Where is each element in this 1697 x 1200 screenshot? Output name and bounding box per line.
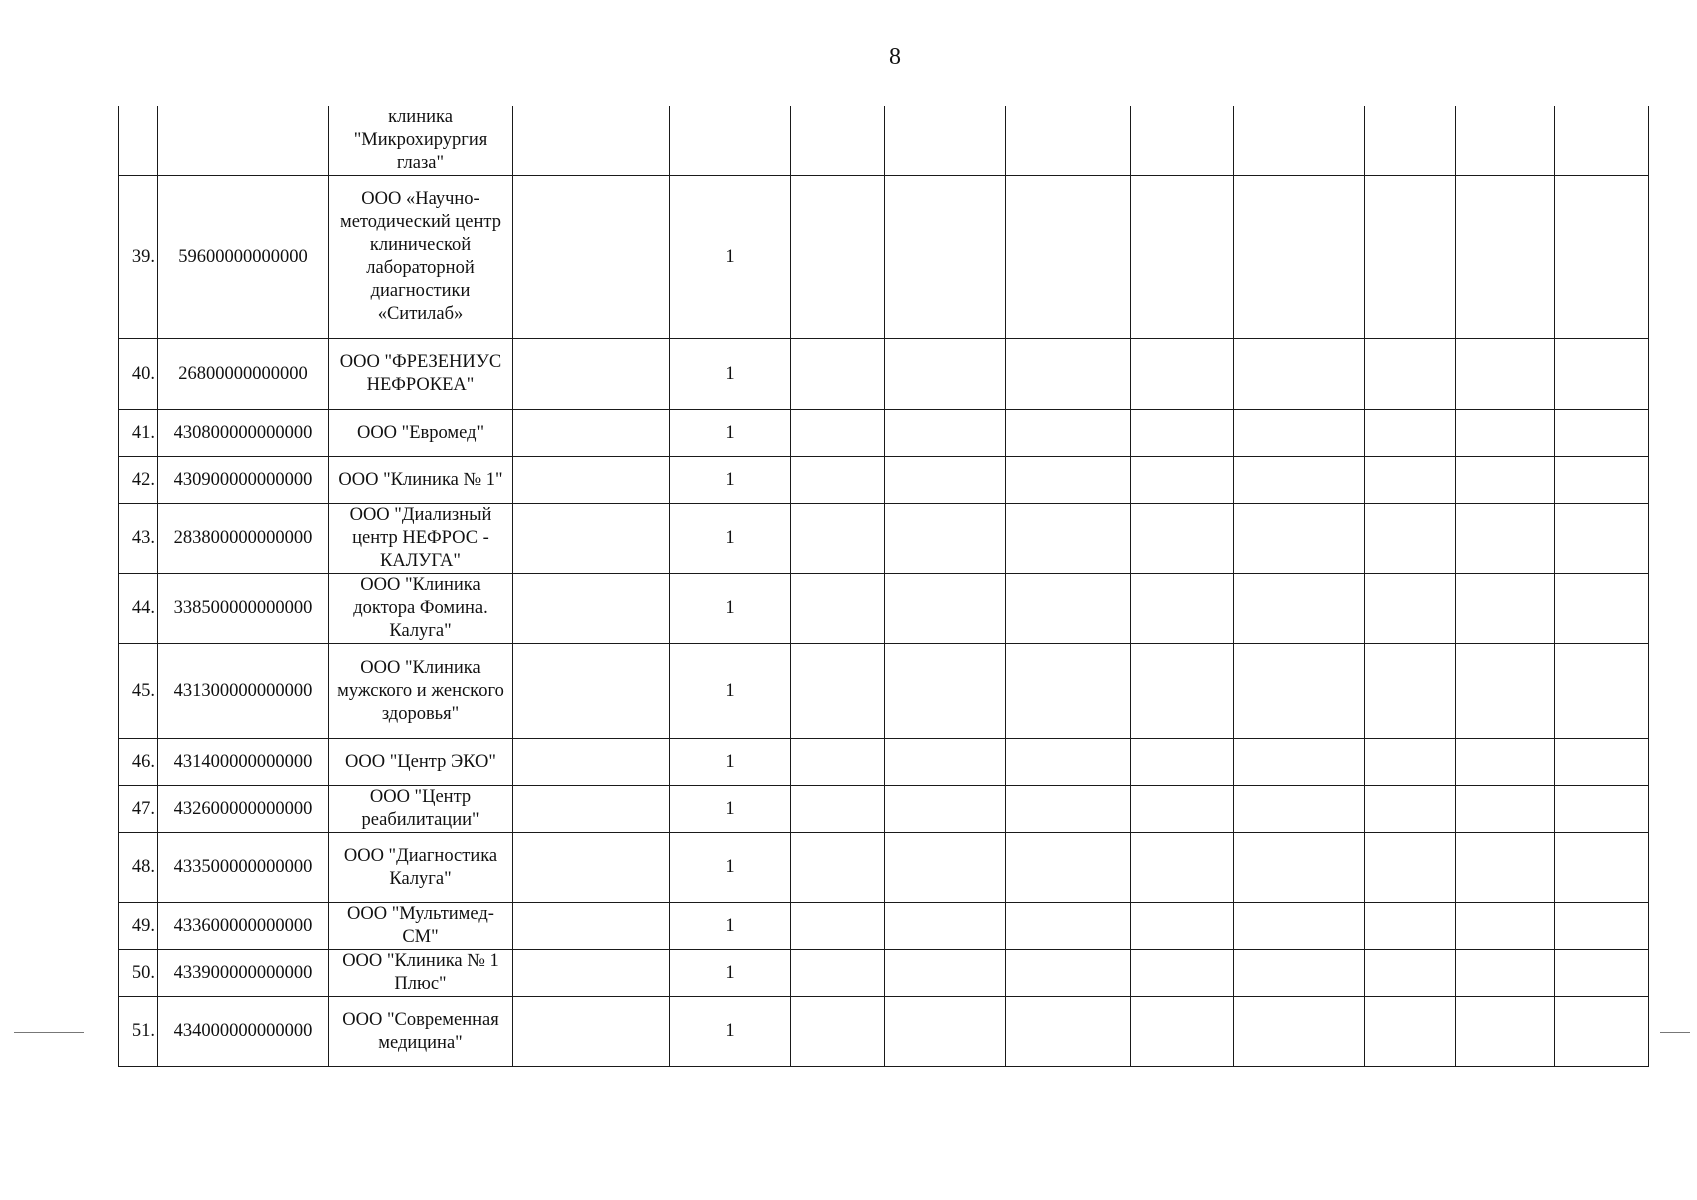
empty-cell bbox=[1234, 574, 1365, 644]
organization-name-cell: ООО "Диагностика Калуга" bbox=[329, 833, 513, 903]
value-cell: 1 bbox=[670, 410, 791, 457]
code-cell bbox=[158, 106, 329, 176]
empty-cell bbox=[1555, 106, 1649, 176]
empty-cell bbox=[1456, 176, 1555, 339]
empty-cell bbox=[1456, 339, 1555, 410]
empty-cell bbox=[1555, 410, 1649, 457]
organization-name-cell: ООО "Клиника доктора Фомина. Калуга" bbox=[329, 574, 513, 644]
row-number-cell bbox=[119, 106, 158, 176]
empty-cell bbox=[1006, 176, 1131, 339]
empty-cell bbox=[1555, 457, 1649, 504]
empty-cell bbox=[1555, 950, 1649, 997]
organization-name-cell: ООО «Научно-методический центр клинической лабораторной диагностики «Ситилаб» bbox=[329, 176, 513, 339]
empty-cell bbox=[885, 903, 1006, 950]
organization-name-cell: клиника "Микрохирургия глаза" bbox=[329, 106, 513, 176]
organization-name-cell: ООО "Центр ЭКО" bbox=[329, 739, 513, 786]
empty-cell bbox=[791, 504, 885, 574]
empty-cell bbox=[1555, 903, 1649, 950]
organizations-table bbox=[118, 106, 1649, 1067]
code-cell: 59600000000000 bbox=[158, 176, 329, 339]
empty-cell bbox=[1006, 833, 1131, 903]
table-row-continuation bbox=[119, 106, 1649, 176]
empty-cell bbox=[885, 457, 1006, 504]
empty-cell bbox=[513, 950, 670, 997]
empty-cell bbox=[885, 739, 1006, 786]
empty-cell bbox=[885, 574, 1006, 644]
empty-cell bbox=[791, 786, 885, 833]
empty-cell bbox=[1006, 457, 1131, 504]
row-number-cell: 48. bbox=[119, 833, 158, 903]
row-number-cell: 44. bbox=[119, 574, 158, 644]
page-number: 8 bbox=[889, 44, 901, 70]
empty-cell bbox=[1555, 504, 1649, 574]
empty-cell bbox=[1234, 106, 1365, 176]
table-row bbox=[119, 786, 1649, 833]
empty-cell bbox=[1131, 644, 1234, 739]
code-cell: 430800000000000 bbox=[158, 410, 329, 457]
code-cell: 431300000000000 bbox=[158, 644, 329, 739]
value-cell: 1 bbox=[670, 176, 791, 339]
empty-cell bbox=[1365, 176, 1456, 339]
empty-cell bbox=[1365, 950, 1456, 997]
empty-cell bbox=[1234, 644, 1365, 739]
empty-cell bbox=[791, 644, 885, 739]
empty-cell bbox=[1131, 176, 1234, 339]
empty-cell bbox=[1456, 457, 1555, 504]
empty-cell bbox=[1456, 833, 1555, 903]
empty-cell bbox=[1555, 997, 1649, 1067]
scan-artifact bbox=[1660, 1032, 1690, 1033]
empty-cell bbox=[1131, 574, 1234, 644]
empty-cell bbox=[791, 739, 885, 786]
empty-cell bbox=[1234, 504, 1365, 574]
empty-cell bbox=[1131, 950, 1234, 997]
organization-name-cell: ООО "Мультимед-СМ" bbox=[329, 903, 513, 950]
table-row bbox=[119, 950, 1649, 997]
table-row bbox=[119, 644, 1649, 739]
value-cell: 1 bbox=[670, 997, 791, 1067]
value-cell: 1 bbox=[670, 574, 791, 644]
table-row bbox=[119, 903, 1649, 950]
row-number-cell: 42. bbox=[119, 457, 158, 504]
code-cell: 433900000000000 bbox=[158, 950, 329, 997]
row-number-cell: 47. bbox=[119, 786, 158, 833]
empty-cell bbox=[1006, 574, 1131, 644]
empty-cell bbox=[1555, 786, 1649, 833]
empty-cell bbox=[791, 950, 885, 997]
empty-cell bbox=[1365, 339, 1456, 410]
empty-cell bbox=[1456, 106, 1555, 176]
empty-cell bbox=[1234, 457, 1365, 504]
empty-cell bbox=[1365, 833, 1456, 903]
empty-cell bbox=[1006, 997, 1131, 1067]
empty-cell bbox=[513, 410, 670, 457]
empty-cell bbox=[1234, 410, 1365, 457]
code-cell: 434000000000000 bbox=[158, 997, 329, 1067]
empty-cell bbox=[513, 786, 670, 833]
empty-cell bbox=[1006, 739, 1131, 786]
empty-cell bbox=[1234, 786, 1365, 833]
empty-cell bbox=[885, 786, 1006, 833]
organization-name-cell: ООО "Диализный центр НЕФРОС - КАЛУГА" bbox=[329, 504, 513, 574]
empty-cell bbox=[885, 833, 1006, 903]
empty-cell bbox=[513, 997, 670, 1067]
empty-cell bbox=[791, 339, 885, 410]
empty-cell bbox=[1131, 833, 1234, 903]
empty-cell bbox=[1131, 504, 1234, 574]
empty-cell bbox=[1365, 504, 1456, 574]
empty-cell bbox=[1365, 644, 1456, 739]
empty-cell bbox=[791, 903, 885, 950]
row-number-cell: 49. bbox=[119, 903, 158, 950]
row-number-cell: 46. bbox=[119, 739, 158, 786]
empty-cell bbox=[513, 903, 670, 950]
code-cell: 283800000000000 bbox=[158, 504, 329, 574]
empty-cell bbox=[1131, 739, 1234, 786]
empty-cell bbox=[1131, 786, 1234, 833]
value-cell: 1 bbox=[670, 504, 791, 574]
row-number-cell: 45. bbox=[119, 644, 158, 739]
value-cell: 1 bbox=[670, 833, 791, 903]
table-row bbox=[119, 739, 1649, 786]
empty-cell bbox=[885, 339, 1006, 410]
organization-name-cell: ООО "Клиника № 1 Плюс" bbox=[329, 950, 513, 997]
empty-cell bbox=[791, 176, 885, 339]
empty-cell bbox=[1555, 644, 1649, 739]
empty-cell bbox=[1006, 106, 1131, 176]
empty-cell bbox=[1555, 176, 1649, 339]
table-row bbox=[119, 833, 1649, 903]
empty-cell bbox=[791, 833, 885, 903]
empty-cell bbox=[1006, 644, 1131, 739]
empty-cell bbox=[513, 833, 670, 903]
value-cell: 1 bbox=[670, 786, 791, 833]
empty-cell bbox=[1456, 997, 1555, 1067]
empty-cell bbox=[1131, 997, 1234, 1067]
empty-cell bbox=[885, 644, 1006, 739]
code-cell: 433500000000000 bbox=[158, 833, 329, 903]
empty-cell bbox=[791, 410, 885, 457]
table-row bbox=[119, 176, 1649, 339]
row-number-cell: 51. bbox=[119, 997, 158, 1067]
empty-cell bbox=[1131, 410, 1234, 457]
empty-cell bbox=[885, 950, 1006, 997]
empty-cell bbox=[1555, 339, 1649, 410]
empty-cell bbox=[791, 106, 885, 176]
empty-cell bbox=[1555, 833, 1649, 903]
organization-name-cell: ООО "Центр реабилитации" bbox=[329, 786, 513, 833]
empty-cell bbox=[1006, 903, 1131, 950]
empty-cell bbox=[791, 457, 885, 504]
table-row bbox=[119, 457, 1649, 504]
value-cell: 1 bbox=[670, 739, 791, 786]
table-row bbox=[119, 410, 1649, 457]
value-cell: 1 bbox=[670, 339, 791, 410]
empty-cell bbox=[513, 339, 670, 410]
empty-cell bbox=[1555, 574, 1649, 644]
empty-cell bbox=[1365, 786, 1456, 833]
empty-cell bbox=[1131, 903, 1234, 950]
table-row bbox=[119, 504, 1649, 574]
empty-cell bbox=[1456, 504, 1555, 574]
empty-cell bbox=[885, 176, 1006, 339]
empty-cell bbox=[1131, 339, 1234, 410]
code-cell: 432600000000000 bbox=[158, 786, 329, 833]
empty-cell bbox=[1456, 786, 1555, 833]
empty-cell bbox=[1006, 410, 1131, 457]
organization-name-cell: ООО "ФРЕЗЕНИУС НЕФРОКЕА" bbox=[329, 339, 513, 410]
empty-cell bbox=[885, 997, 1006, 1067]
empty-cell bbox=[1234, 997, 1365, 1067]
organization-name-cell: ООО "Евромед" bbox=[329, 410, 513, 457]
empty-cell bbox=[513, 106, 670, 176]
empty-cell bbox=[791, 574, 885, 644]
empty-cell bbox=[1456, 903, 1555, 950]
empty-cell bbox=[513, 739, 670, 786]
empty-cell bbox=[885, 504, 1006, 574]
empty-cell bbox=[1131, 106, 1234, 176]
value-cell: 1 bbox=[670, 644, 791, 739]
table-body bbox=[119, 106, 1649, 1067]
table-row bbox=[119, 997, 1649, 1067]
empty-cell bbox=[1456, 950, 1555, 997]
empty-cell bbox=[1131, 457, 1234, 504]
row-number-cell: 43. bbox=[119, 504, 158, 574]
empty-cell bbox=[1234, 950, 1365, 997]
empty-cell bbox=[1555, 739, 1649, 786]
empty-cell bbox=[1365, 903, 1456, 950]
empty-cell bbox=[513, 176, 670, 339]
empty-cell bbox=[1456, 574, 1555, 644]
empty-cell bbox=[1234, 339, 1365, 410]
empty-cell bbox=[1006, 504, 1131, 574]
table-row bbox=[119, 574, 1649, 644]
value-cell: 1 bbox=[670, 950, 791, 997]
empty-cell bbox=[1365, 457, 1456, 504]
code-cell: 26800000000000 bbox=[158, 339, 329, 410]
empty-cell bbox=[885, 410, 1006, 457]
empty-cell bbox=[1006, 950, 1131, 997]
scan-artifact bbox=[14, 1032, 84, 1033]
empty-cell bbox=[1006, 339, 1131, 410]
empty-cell bbox=[1365, 106, 1456, 176]
organization-name-cell: ООО "Клиника № 1" bbox=[329, 457, 513, 504]
code-cell: 430900000000000 bbox=[158, 457, 329, 504]
empty-cell bbox=[1456, 410, 1555, 457]
empty-cell bbox=[1234, 176, 1365, 339]
empty-cell bbox=[1234, 739, 1365, 786]
row-number-cell: 39. bbox=[119, 176, 158, 339]
empty-cell bbox=[513, 574, 670, 644]
empty-cell bbox=[1365, 739, 1456, 786]
empty-cell bbox=[513, 644, 670, 739]
row-number-cell: 41. bbox=[119, 410, 158, 457]
empty-cell bbox=[1456, 739, 1555, 786]
empty-cell bbox=[1365, 410, 1456, 457]
empty-cell bbox=[1234, 833, 1365, 903]
empty-cell bbox=[1365, 574, 1456, 644]
empty-cell bbox=[513, 504, 670, 574]
row-number-cell: 40. bbox=[119, 339, 158, 410]
empty-cell bbox=[1234, 903, 1365, 950]
code-cell: 338500000000000 bbox=[158, 574, 329, 644]
value-cell: 1 bbox=[670, 903, 791, 950]
row-number-cell: 50. bbox=[119, 950, 158, 997]
empty-cell bbox=[1006, 786, 1131, 833]
table-row bbox=[119, 339, 1649, 410]
organization-name-cell: ООО "Клиника мужского и женского здоровья" bbox=[329, 644, 513, 739]
code-cell: 431400000000000 bbox=[158, 739, 329, 786]
value-cell: 1 bbox=[670, 457, 791, 504]
organization-name-cell: ООО "Современная медицина" bbox=[329, 997, 513, 1067]
empty-cell bbox=[1365, 997, 1456, 1067]
value-cell bbox=[670, 106, 791, 176]
empty-cell bbox=[1456, 644, 1555, 739]
empty-cell bbox=[885, 106, 1006, 176]
empty-cell bbox=[513, 457, 670, 504]
code-cell: 433600000000000 bbox=[158, 903, 329, 950]
empty-cell bbox=[791, 997, 885, 1067]
